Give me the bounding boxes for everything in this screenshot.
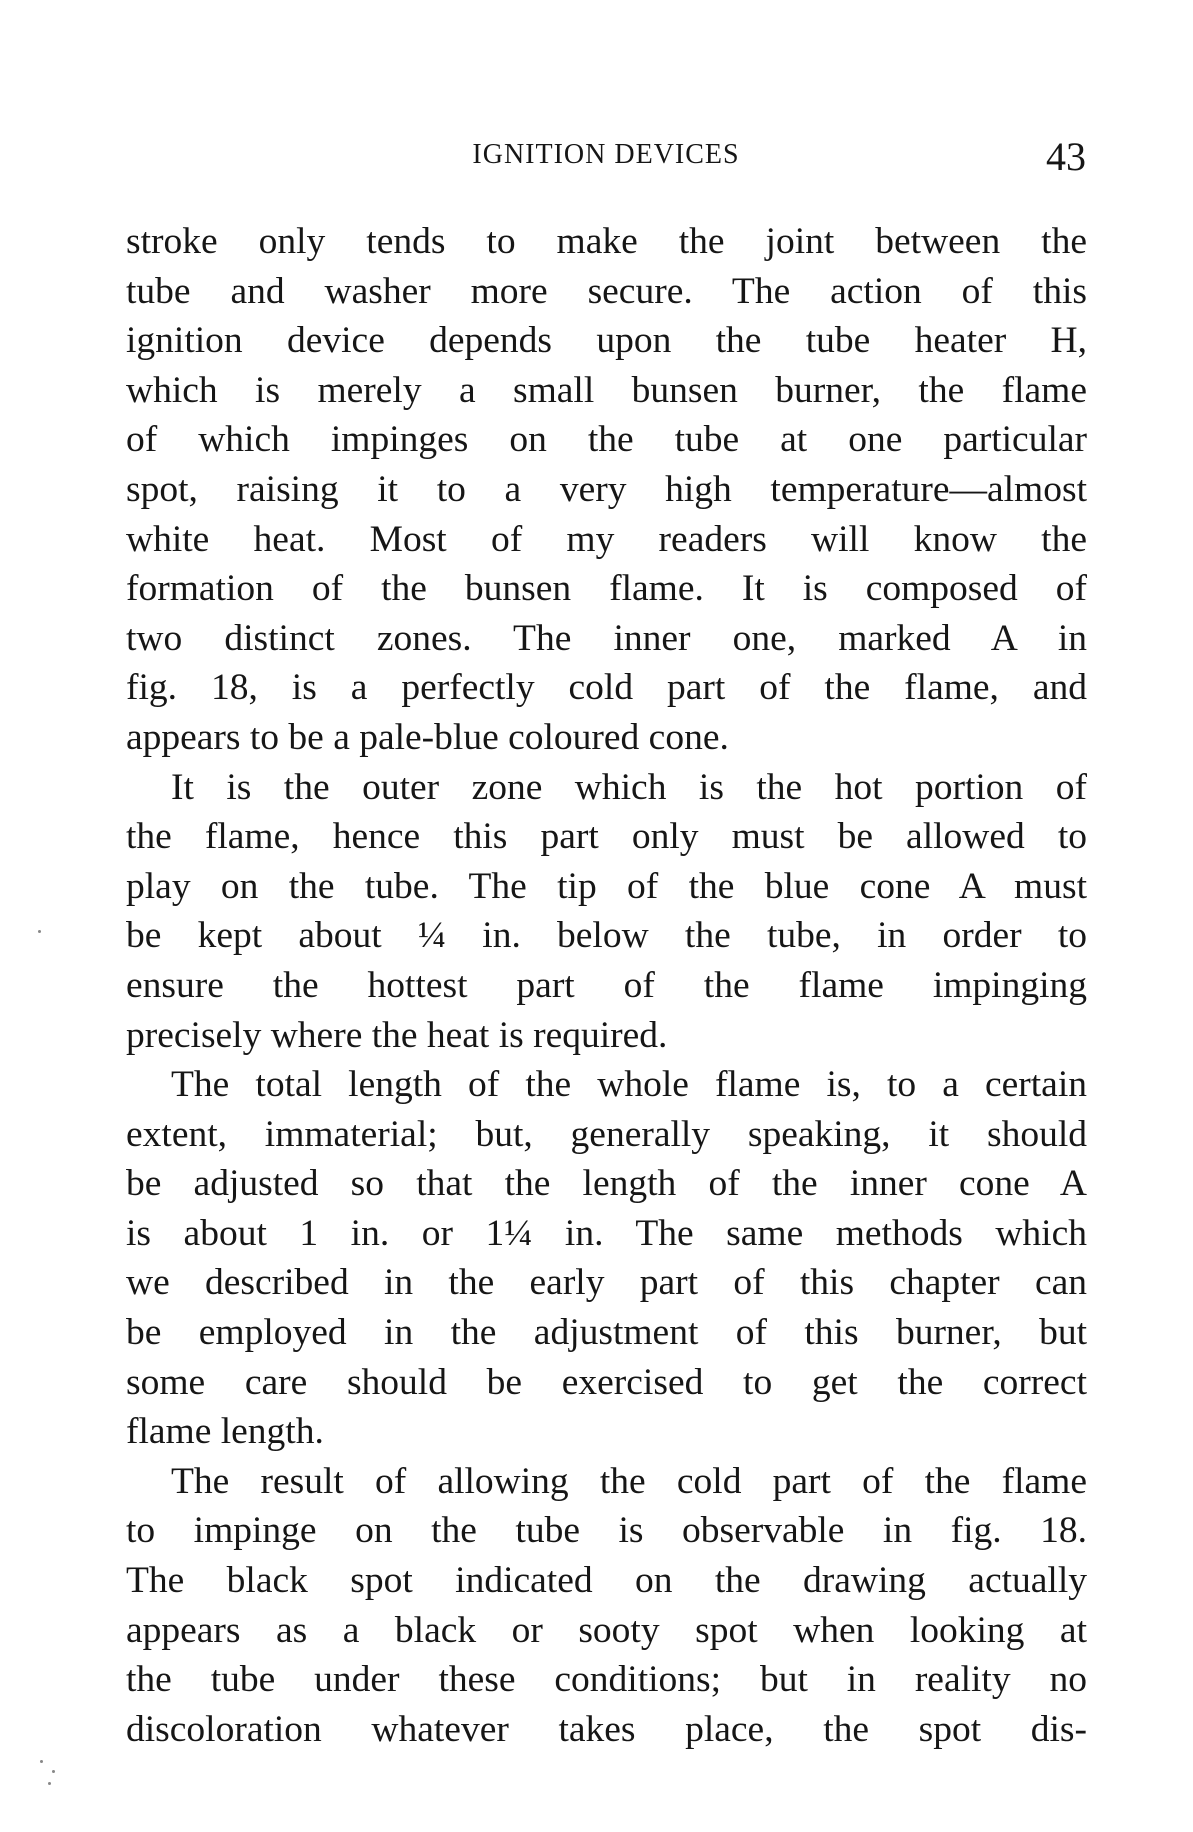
text-line: some care should be exercised to get the correct (126, 1361, 1087, 1403)
text-line: we described in the early part of this chapter can (126, 1262, 1087, 1304)
scan-speck (38, 930, 41, 933)
text-line: which is merely a small bunsen burner, the flame (126, 369, 1087, 411)
text-line: It is the outer zone which is the hot portion of (171, 766, 1087, 808)
text-line: precisely where the heat is required. (126, 1014, 668, 1056)
text-line: to impinge on the tube is observable in fig. 18. (126, 1510, 1087, 1552)
text-line: formation of the bunsen flame. It is composed of (126, 568, 1087, 610)
scan-speck (52, 1770, 55, 1773)
text-line: be adjusted so that the length of the inner cone A (126, 1163, 1087, 1205)
text-line: be employed in the adjustment of this burner, but (126, 1312, 1087, 1354)
text-line: white heat. Most of my readers will know the (126, 518, 1087, 560)
text-line: flame length. (126, 1411, 324, 1453)
text-line: is about 1 in. or 1¼ in. The same methods which (126, 1212, 1087, 1254)
page-header (126, 133, 1086, 183)
text-line: the tube under these conditions; but in reality no (126, 1659, 1087, 1701)
text-line: be kept about ¼ in. below the tube, in order to (126, 915, 1087, 957)
body-text (126, 217, 1087, 1754)
paragraph (126, 763, 1087, 1061)
text-line: The total length of the whole flame is, to a certain (171, 1064, 1087, 1106)
page-number: 43 (1046, 134, 1086, 179)
scan-speck (40, 1760, 43, 1763)
paragraph (126, 1060, 1087, 1457)
text-line: the flame, hence this part only must be allowed to (126, 816, 1087, 858)
text-line: discoloration whatever takes place, the spot dis- (126, 1708, 1087, 1750)
running-title: IGNITION DEVICES (472, 139, 740, 170)
text-line: appears to be a pale-blue coloured cone. (126, 716, 729, 758)
paragraph (126, 1457, 1087, 1755)
paragraph (126, 217, 1087, 763)
text-line: ensure the hottest part of the flame impinging (126, 964, 1087, 1006)
text-line: spot, raising it to a very high temperature—almost (126, 468, 1087, 510)
text-line: tube and washer more secure. The action of this (126, 270, 1087, 312)
text-line: play on the tube. The tip of the blue cone A must (126, 865, 1087, 907)
scan-speck (48, 1782, 51, 1785)
text-line: two distinct zones. The inner one, marked A in (126, 617, 1087, 659)
text-line: The black spot indicated on the drawing actually (126, 1560, 1087, 1602)
text-line: The result of allowing the cold part of the flame (171, 1460, 1087, 1502)
text-line: appears as a black or sooty spot when looking at (126, 1609, 1087, 1651)
text-line: stroke only tends to make the joint between the (126, 221, 1087, 262)
text-line: extent, immaterial; but, generally speaking, it should (126, 1113, 1087, 1155)
text-line: of which impinges on the tube at one particular (126, 419, 1087, 461)
text-line: ignition device depends upon the tube heater H, (126, 320, 1087, 362)
text-line: fig. 18, is a perfectly cold part of the flame, and (126, 667, 1087, 709)
